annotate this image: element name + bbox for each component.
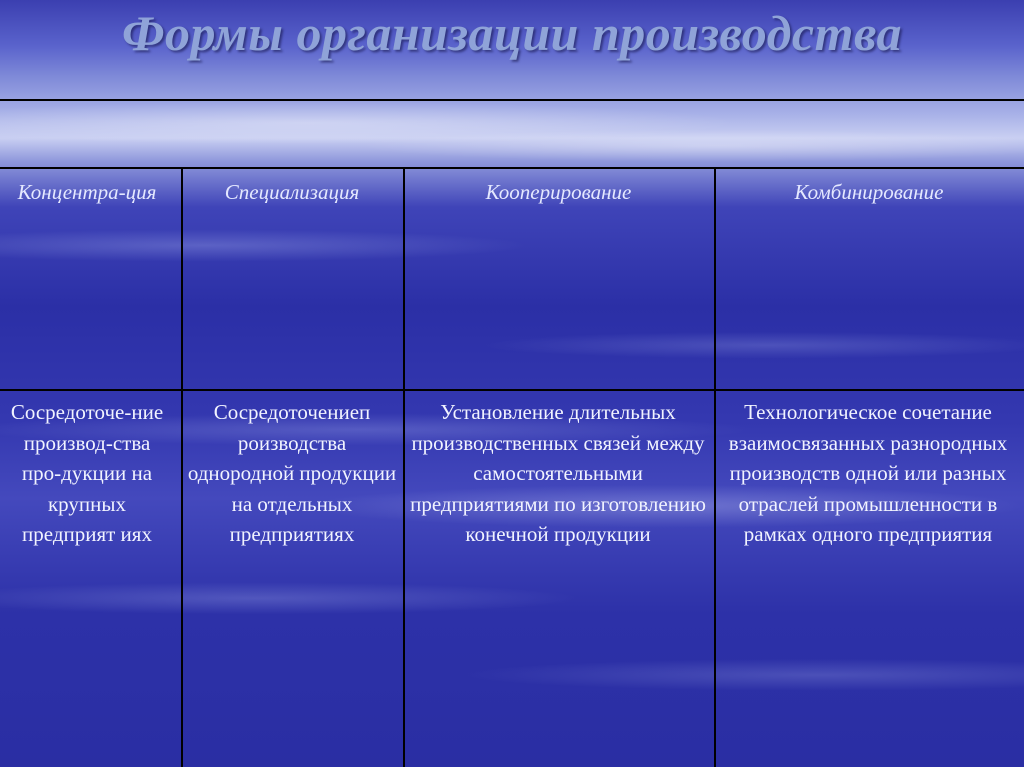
description-combination: Технологическое сочетание взаимосвязанных разнородных производств одной или разных отраслей промышленности в рамках одного предприятия [728,400,1008,546]
description-specialization: Сосредоточениеп роизводства однородной продукции на отдельных предприятиях [187,400,397,546]
header-concentration: Концентра-ция [17,180,157,204]
table-top-border [0,99,1024,101]
slide-title: Формы организации производства [122,5,902,61]
description-concentration: Сосредоточе-ние производ-ства про-дукции на крупных предприят иях [10,400,164,546]
header-cooperation: Кооперирование [485,180,632,204]
title-bar [0,0,1024,100]
table-row-divider [0,389,1024,391]
column-divider-2 [403,167,405,767]
column-divider-3 [714,167,716,767]
description-cooperation: Установление длительных производственных связей между самостоятельными предприятиями по изготовлению конечной продукции [410,400,706,546]
table-header-top-border [0,167,1024,169]
column-divider-1 [181,167,183,767]
header-specialization: Специализация [224,180,360,204]
header-combination: Комбинирование [794,180,944,204]
